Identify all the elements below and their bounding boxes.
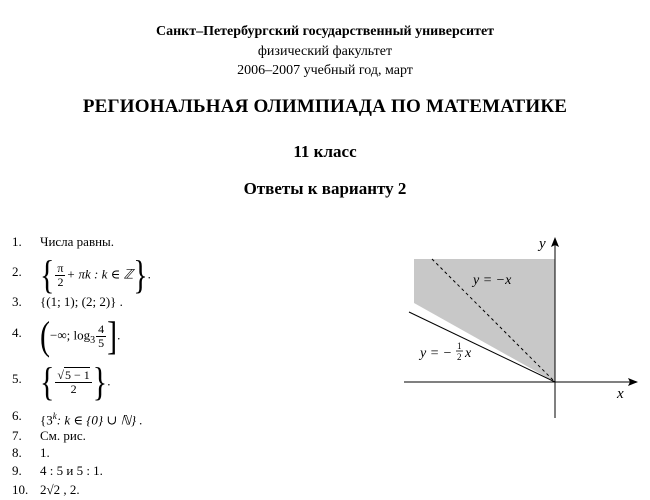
fraction-numerator: 4 xyxy=(98,322,105,336)
line2-label-var: x xyxy=(465,346,472,361)
answer-text: 2√2 , 2. xyxy=(40,482,80,497)
set-condition: : k ∈ {0} ∪ ℕ} . xyxy=(56,412,143,428)
answer-text: Числа равны. xyxy=(40,234,115,249)
answer-number: 2. xyxy=(12,264,22,279)
sqrt-expression: 5 − 1 xyxy=(65,368,90,382)
line2-frac-num: 1 xyxy=(457,341,462,351)
exponent: k xyxy=(52,411,57,421)
faculty-name: физический факультет xyxy=(257,44,393,59)
fraction-denominator: 2 xyxy=(57,275,64,289)
set-open: {3 xyxy=(40,412,53,428)
answer-number: 6. xyxy=(12,408,22,423)
answer-text: 1. xyxy=(40,445,50,460)
answer-number: 1. xyxy=(12,234,22,249)
line2-frac-den: 2 xyxy=(457,352,462,362)
answer-number: 8. xyxy=(12,445,22,460)
answer-formula: { $\frac{√5 - 1}{2}$ }. xyxy=(40,359,111,405)
x-axis-label: x xyxy=(617,386,624,402)
interval-text: −∞; log xyxy=(50,327,91,343)
answer-text: {(1; 1); (2; 2)} . xyxy=(40,294,123,309)
answer-formula: { $\frac{\pi}{2}$ + πk : k ∈ ℤ}. xyxy=(40,252,151,298)
answer-number: 3. xyxy=(12,294,22,309)
answers-title: Ответы к варианту 2 xyxy=(243,179,407,198)
fraction-denominator: 2 xyxy=(70,382,77,396)
y-axis-label: y xyxy=(539,236,546,252)
academic-year: 2006–2007 учебный год, март xyxy=(237,63,413,78)
answer-number: 9. xyxy=(12,463,22,478)
line2-label-prefix: y = − xyxy=(420,346,453,361)
formula-rest: + πk : k ∈ ℤ xyxy=(66,266,134,282)
answer-number: 10. xyxy=(12,482,29,497)
answer-number: 4. xyxy=(12,325,22,340)
answer-number: 7. xyxy=(12,428,22,443)
answer-number: 5. xyxy=(12,371,22,386)
page-title: РЕГИОНАЛЬНАЯ ОЛИМПИАДА ПО МАТЕМАТИКЕ xyxy=(82,96,568,117)
line1-label: y = −x xyxy=(473,273,512,288)
answer-formula: (−∞; $\log_3$ $\frac{4}{5}$ ]. xyxy=(40,313,121,359)
class-label: 11 класс xyxy=(293,142,357,161)
answer-text: 4 : 5 и 5 : 1. xyxy=(40,463,103,478)
log-base: 3 xyxy=(90,335,96,347)
university-name: Санкт–Петербургский государственный университет xyxy=(155,24,495,39)
answer-text: См. рис. xyxy=(40,428,86,443)
fraction-denominator: 5 xyxy=(98,336,105,350)
fraction-numerator: π xyxy=(57,261,64,275)
